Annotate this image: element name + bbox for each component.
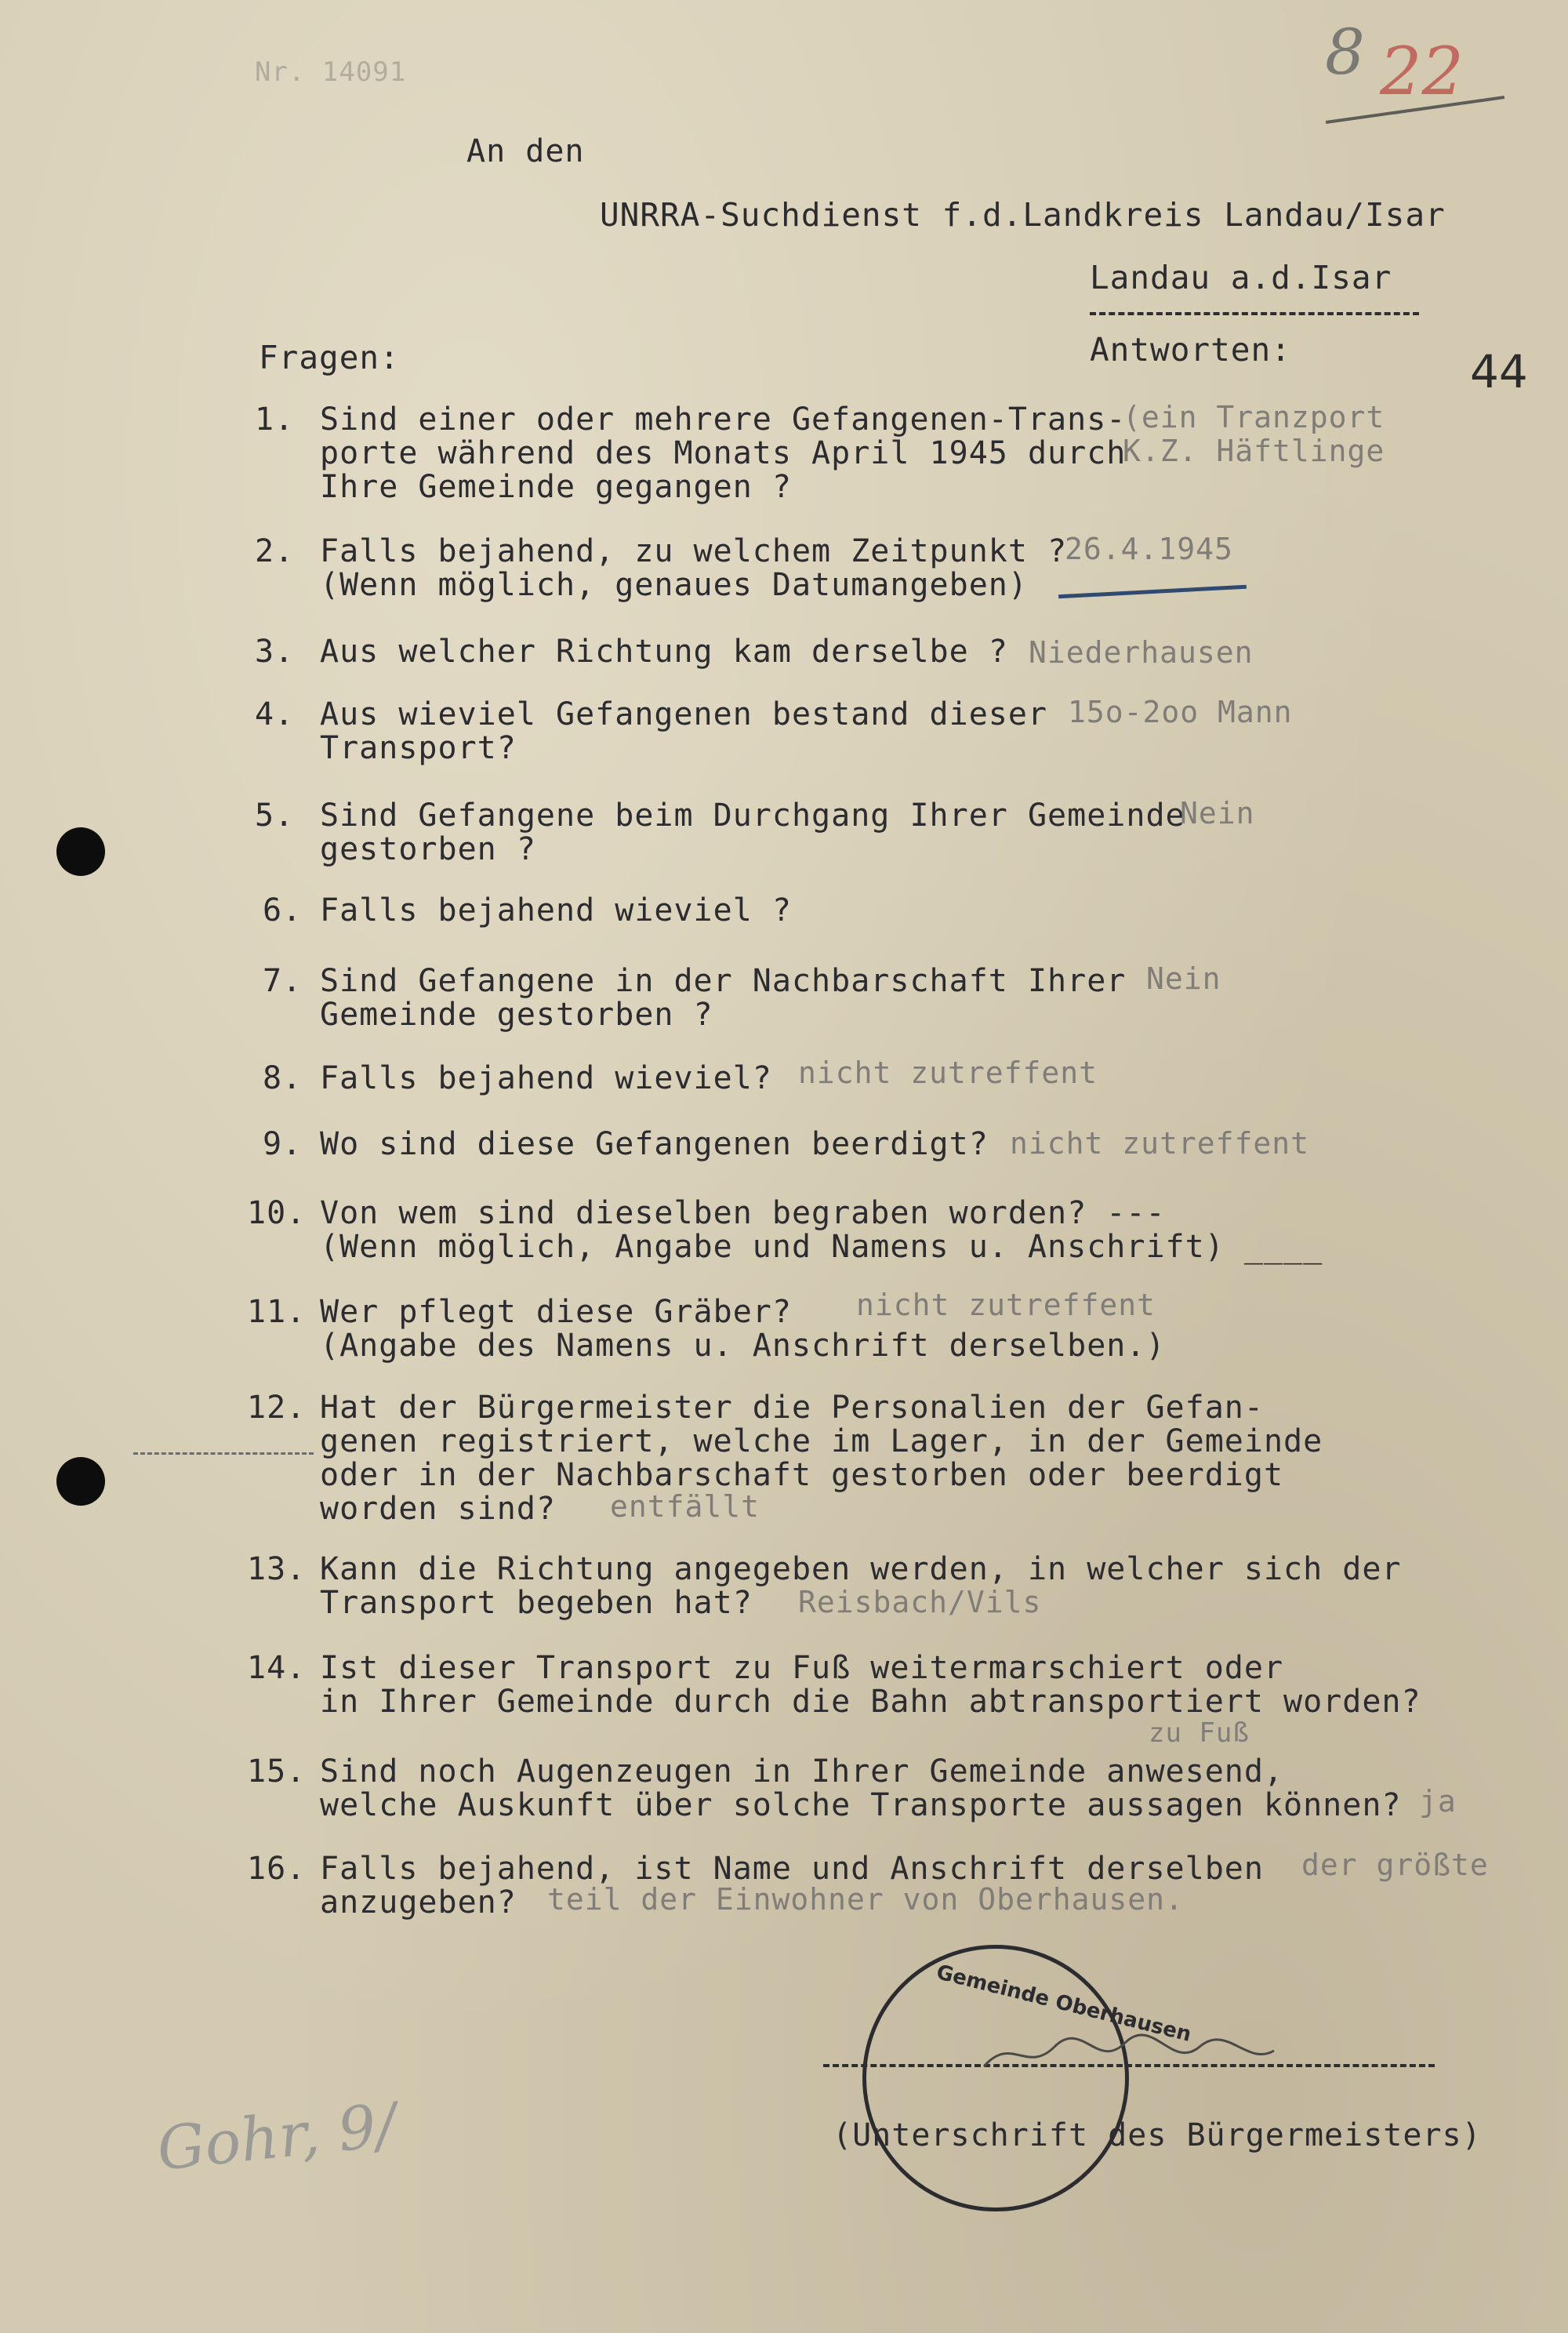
corner-number: 8 bbox=[1325, 16, 1365, 89]
question-number: 8. bbox=[263, 1060, 303, 1096]
question-number: 1. bbox=[255, 402, 295, 438]
answer-line: nicht zutreffent bbox=[798, 1056, 1098, 1090]
question-line: Hat der Bürgermeister die Personalien der Gefan- bbox=[320, 1390, 1264, 1426]
question-line: Ist dieser Transport zu Fuß weitermarschiert oder bbox=[320, 1650, 1284, 1686]
question-line: Aus wieviel Gefangenen bestand dieser bbox=[320, 696, 1048, 732]
question-line: (Wenn möglich, Angabe und Namens u. Anschrift) ____ bbox=[320, 1229, 1323, 1265]
question-line: Transport? bbox=[320, 730, 517, 766]
answer-line: Niederhausen bbox=[1029, 635, 1254, 670]
question-number: 6. bbox=[263, 892, 303, 928]
question-line: porte während des Monats April 1945 durch bbox=[320, 435, 1127, 471]
question-line: anzugeben? bbox=[320, 1884, 517, 1921]
answer-line: Reisbach/Vils bbox=[798, 1585, 1042, 1619]
answer-line: entfällt bbox=[610, 1489, 760, 1524]
question-number: 13. bbox=[247, 1551, 307, 1587]
question-number: 10. bbox=[247, 1195, 307, 1231]
location: Landau a.d.Isar bbox=[1090, 259, 1392, 296]
question-line: Sind Gefangene beim Durchgang Ihrer Gemeinde bbox=[320, 798, 1185, 834]
question-line: Falls bejahend, zu welchem Zeitpunkt ? bbox=[320, 533, 1068, 569]
question-line: Gemeinde gestorben ? bbox=[320, 997, 713, 1033]
punch-hole bbox=[56, 827, 105, 876]
question-number: 4. bbox=[255, 696, 295, 732]
answer-line: 26.4.1945 bbox=[1065, 532, 1233, 566]
answer-line: (ein Tranzport bbox=[1123, 400, 1385, 434]
question-line: oder in der Nachbarschaft gestorben oder beerdigt bbox=[320, 1457, 1284, 1493]
question-number: 16. bbox=[247, 1851, 307, 1887]
question-number: 9. bbox=[263, 1126, 303, 1162]
question-line: Kann die Richtung angegeben werden, in welcher sich der bbox=[320, 1551, 1402, 1587]
answer-line: nicht zutreffent bbox=[1010, 1126, 1310, 1161]
question-line: welche Auskunft über solche Transporte aussagen können? bbox=[320, 1787, 1402, 1823]
question-line: (Angabe des Namens u. Anschrift derselben.) bbox=[320, 1328, 1166, 1364]
stamp-text: Gemeinde Oberhausen bbox=[934, 1961, 1194, 2047]
answers-label: Antworten: bbox=[1090, 331, 1291, 369]
question-line: Sind Gefangene in der Nachbarschaft Ihrer bbox=[320, 963, 1127, 999]
question-line: Aus welcher Richtung kam derselbe ? bbox=[320, 634, 1008, 670]
question-line: Falls bejahend wieviel ? bbox=[320, 892, 792, 928]
answer-line: K.Z. Häftlinge bbox=[1123, 434, 1385, 468]
question-line: Wo sind diese Gefangenen beerdigt? bbox=[320, 1126, 989, 1162]
handwritten-note: Gohr, 9/ bbox=[154, 2089, 400, 2184]
question-number: 15. bbox=[247, 1753, 307, 1790]
question-line: worden sind? bbox=[320, 1491, 556, 1527]
question-line: Falls bejahend wieviel? bbox=[320, 1060, 772, 1096]
answer-line: 15o-2oo Mann bbox=[1068, 695, 1293, 729]
corner-number-red: 22 bbox=[1380, 33, 1464, 110]
question-number: 11. bbox=[247, 1294, 307, 1330]
answer-line: der größte bbox=[1301, 1848, 1489, 1882]
question-line: Sind einer oder mehrere Gefangenen-Trans- bbox=[320, 402, 1127, 438]
question-number: 2. bbox=[255, 533, 295, 569]
answer-line: Nein bbox=[1146, 961, 1221, 996]
question-line: Transport begeben hat? bbox=[320, 1585, 753, 1621]
question-number: 12. bbox=[247, 1390, 307, 1426]
question-line: Sind noch Augenzeugen in Ihrer Gemeinde anwesend, bbox=[320, 1753, 1284, 1790]
answer-line: ja bbox=[1419, 1784, 1457, 1819]
answer-line: Nein bbox=[1180, 796, 1255, 830]
questions-label: Fragen: bbox=[259, 339, 400, 376]
question-number: 7. bbox=[263, 963, 303, 999]
page-number: 44 bbox=[1470, 345, 1528, 398]
question-number: 3. bbox=[255, 634, 295, 670]
ink-underline bbox=[1058, 585, 1247, 599]
question-line: Falls bejahend, ist Name und Anschrift derselben bbox=[320, 1851, 1264, 1887]
location-underline bbox=[1090, 312, 1419, 315]
question-line: genen registriert, welche im Lager, in der Gemeinde bbox=[320, 1423, 1323, 1459]
recipient: UNRRA-Suchdienst f.d.Landkreis Landau/Isar bbox=[600, 196, 1446, 234]
handwritten-signature bbox=[980, 2031, 1278, 2078]
question-line: Von wem sind dieselben begraben worden? --- bbox=[320, 1195, 1166, 1231]
question-line: Ihre Gemeinde gegangen ? bbox=[320, 469, 792, 505]
question-number: 5. bbox=[255, 798, 295, 834]
question-number: 14. bbox=[247, 1650, 307, 1686]
question-line: in Ihrer Gemeinde durch die Bahn abtransportiert worden? bbox=[320, 1684, 1421, 1720]
question-line: gestorben ? bbox=[320, 831, 536, 867]
reference-mark: Nr. 14091 bbox=[255, 56, 407, 88]
salutation: An den bbox=[466, 133, 585, 169]
punch-hole bbox=[56, 1457, 105, 1506]
answer-line: nicht zutreffent bbox=[856, 1288, 1156, 1322]
answer-line: teil der Einwohner von Oberhausen. bbox=[547, 1882, 1184, 1917]
question-line: Wer pflegt diese Gräber? bbox=[320, 1294, 792, 1330]
question-line: (Wenn möglich, genaues Datumangeben) bbox=[320, 567, 1028, 603]
dashed-guide bbox=[133, 1452, 314, 1455]
answer-line: zu Fuß bbox=[1149, 1717, 1250, 1749]
signature-caption: (Unterschrift des Bürgermeisters) bbox=[833, 2117, 1482, 2153]
